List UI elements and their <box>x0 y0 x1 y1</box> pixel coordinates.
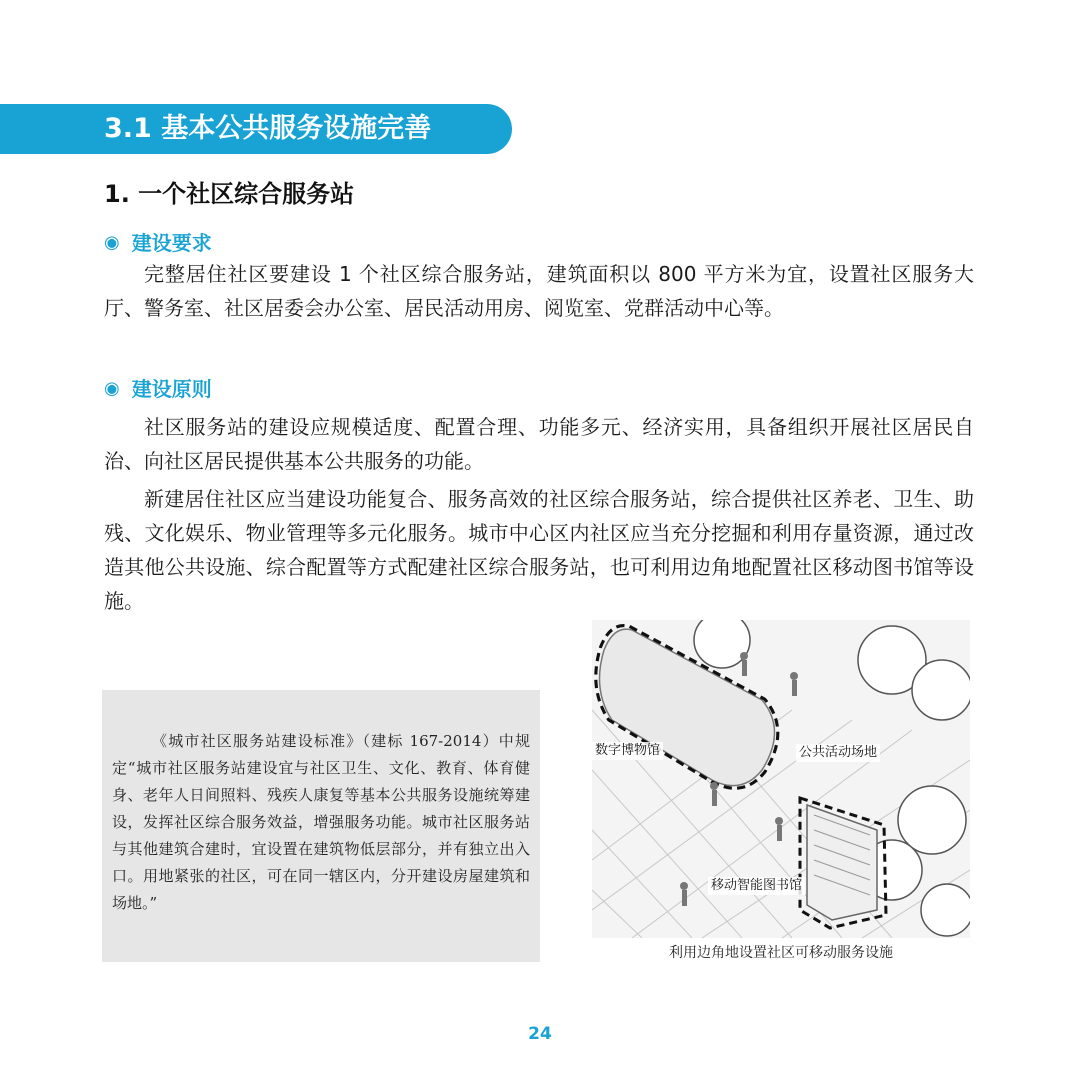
library-kiosk <box>800 798 886 928</box>
plaza-label: 公共活动场地 <box>796 744 880 762</box>
target-bullet-icon: ◉ <box>104 378 120 399</box>
requirements-subheading <box>104 228 212 258</box>
section-title: 3.1 基本公共服务设施完善 <box>104 113 432 144</box>
museum-capsule <box>596 626 778 789</box>
standard-quote-text: 《城市社区服务站建设标准》（建标 167-2014）中规定“城市社区服务站建设宜与社区卫生、文化、教育、体育健身、老年人日间照料、残疾人康复等基本公共服务设施统筹建设，发挥社区综合服务效益，增强服务功能。城市社区服务站与其他建筑合建时，宜设置在建筑物低层部分，并有独立出入口。用地紧张的社区，可在同一辖区内，分开建设房屋建筑和场地。” <box>112 732 530 912</box>
principles-title: 建设原则 <box>131 377 212 401</box>
standard-quote-box <box>102 690 540 962</box>
museum-label: 数字博物馆 <box>592 742 663 760</box>
target-bullet-icon: ◉ <box>104 232 120 253</box>
requirements-title: 建设要求 <box>131 231 212 255</box>
principles-paragraph-2: 新建居住社区应当建设功能复合、服务高效的社区综合服务站，综合提供社区养老、卫生、助残、文化娱乐、物业管理等多元化服务。城市中心区内社区应当充分挖掘和利用存量资源，通过改造其他公共设施、综合配置等方式配建社区综合服务站，也可利用边角地配置社区移动图书馆等设施。 <box>104 487 974 613</box>
principles-paragraph-1: 社区服务站的建设应规模适度、配置合理、功能多元、经济实用，具备组织开展社区居民自治、向社区居民提供基本公共服务的功能。 <box>104 415 974 473</box>
library-label: 移动智能图书馆 <box>708 877 805 895</box>
section-banner <box>0 104 512 154</box>
principles-subheading <box>104 374 212 404</box>
isometric-illustration <box>592 620 970 938</box>
page-heading: 1. 一个社区综合服务站 <box>104 180 355 208</box>
requirements-paragraph: 完整居住社区要建设 1 个社区综合服务站，建筑面积以 800 平方米为宜，设置社区服务大厅、警务室、社区居委会办公室、居民活动用房、阅览室、党群活动中心等。 <box>104 262 974 320</box>
figure-caption: 利用边角地设置社区可移动服务设施 <box>669 945 893 961</box>
page-number: 24 <box>528 1024 552 1044</box>
